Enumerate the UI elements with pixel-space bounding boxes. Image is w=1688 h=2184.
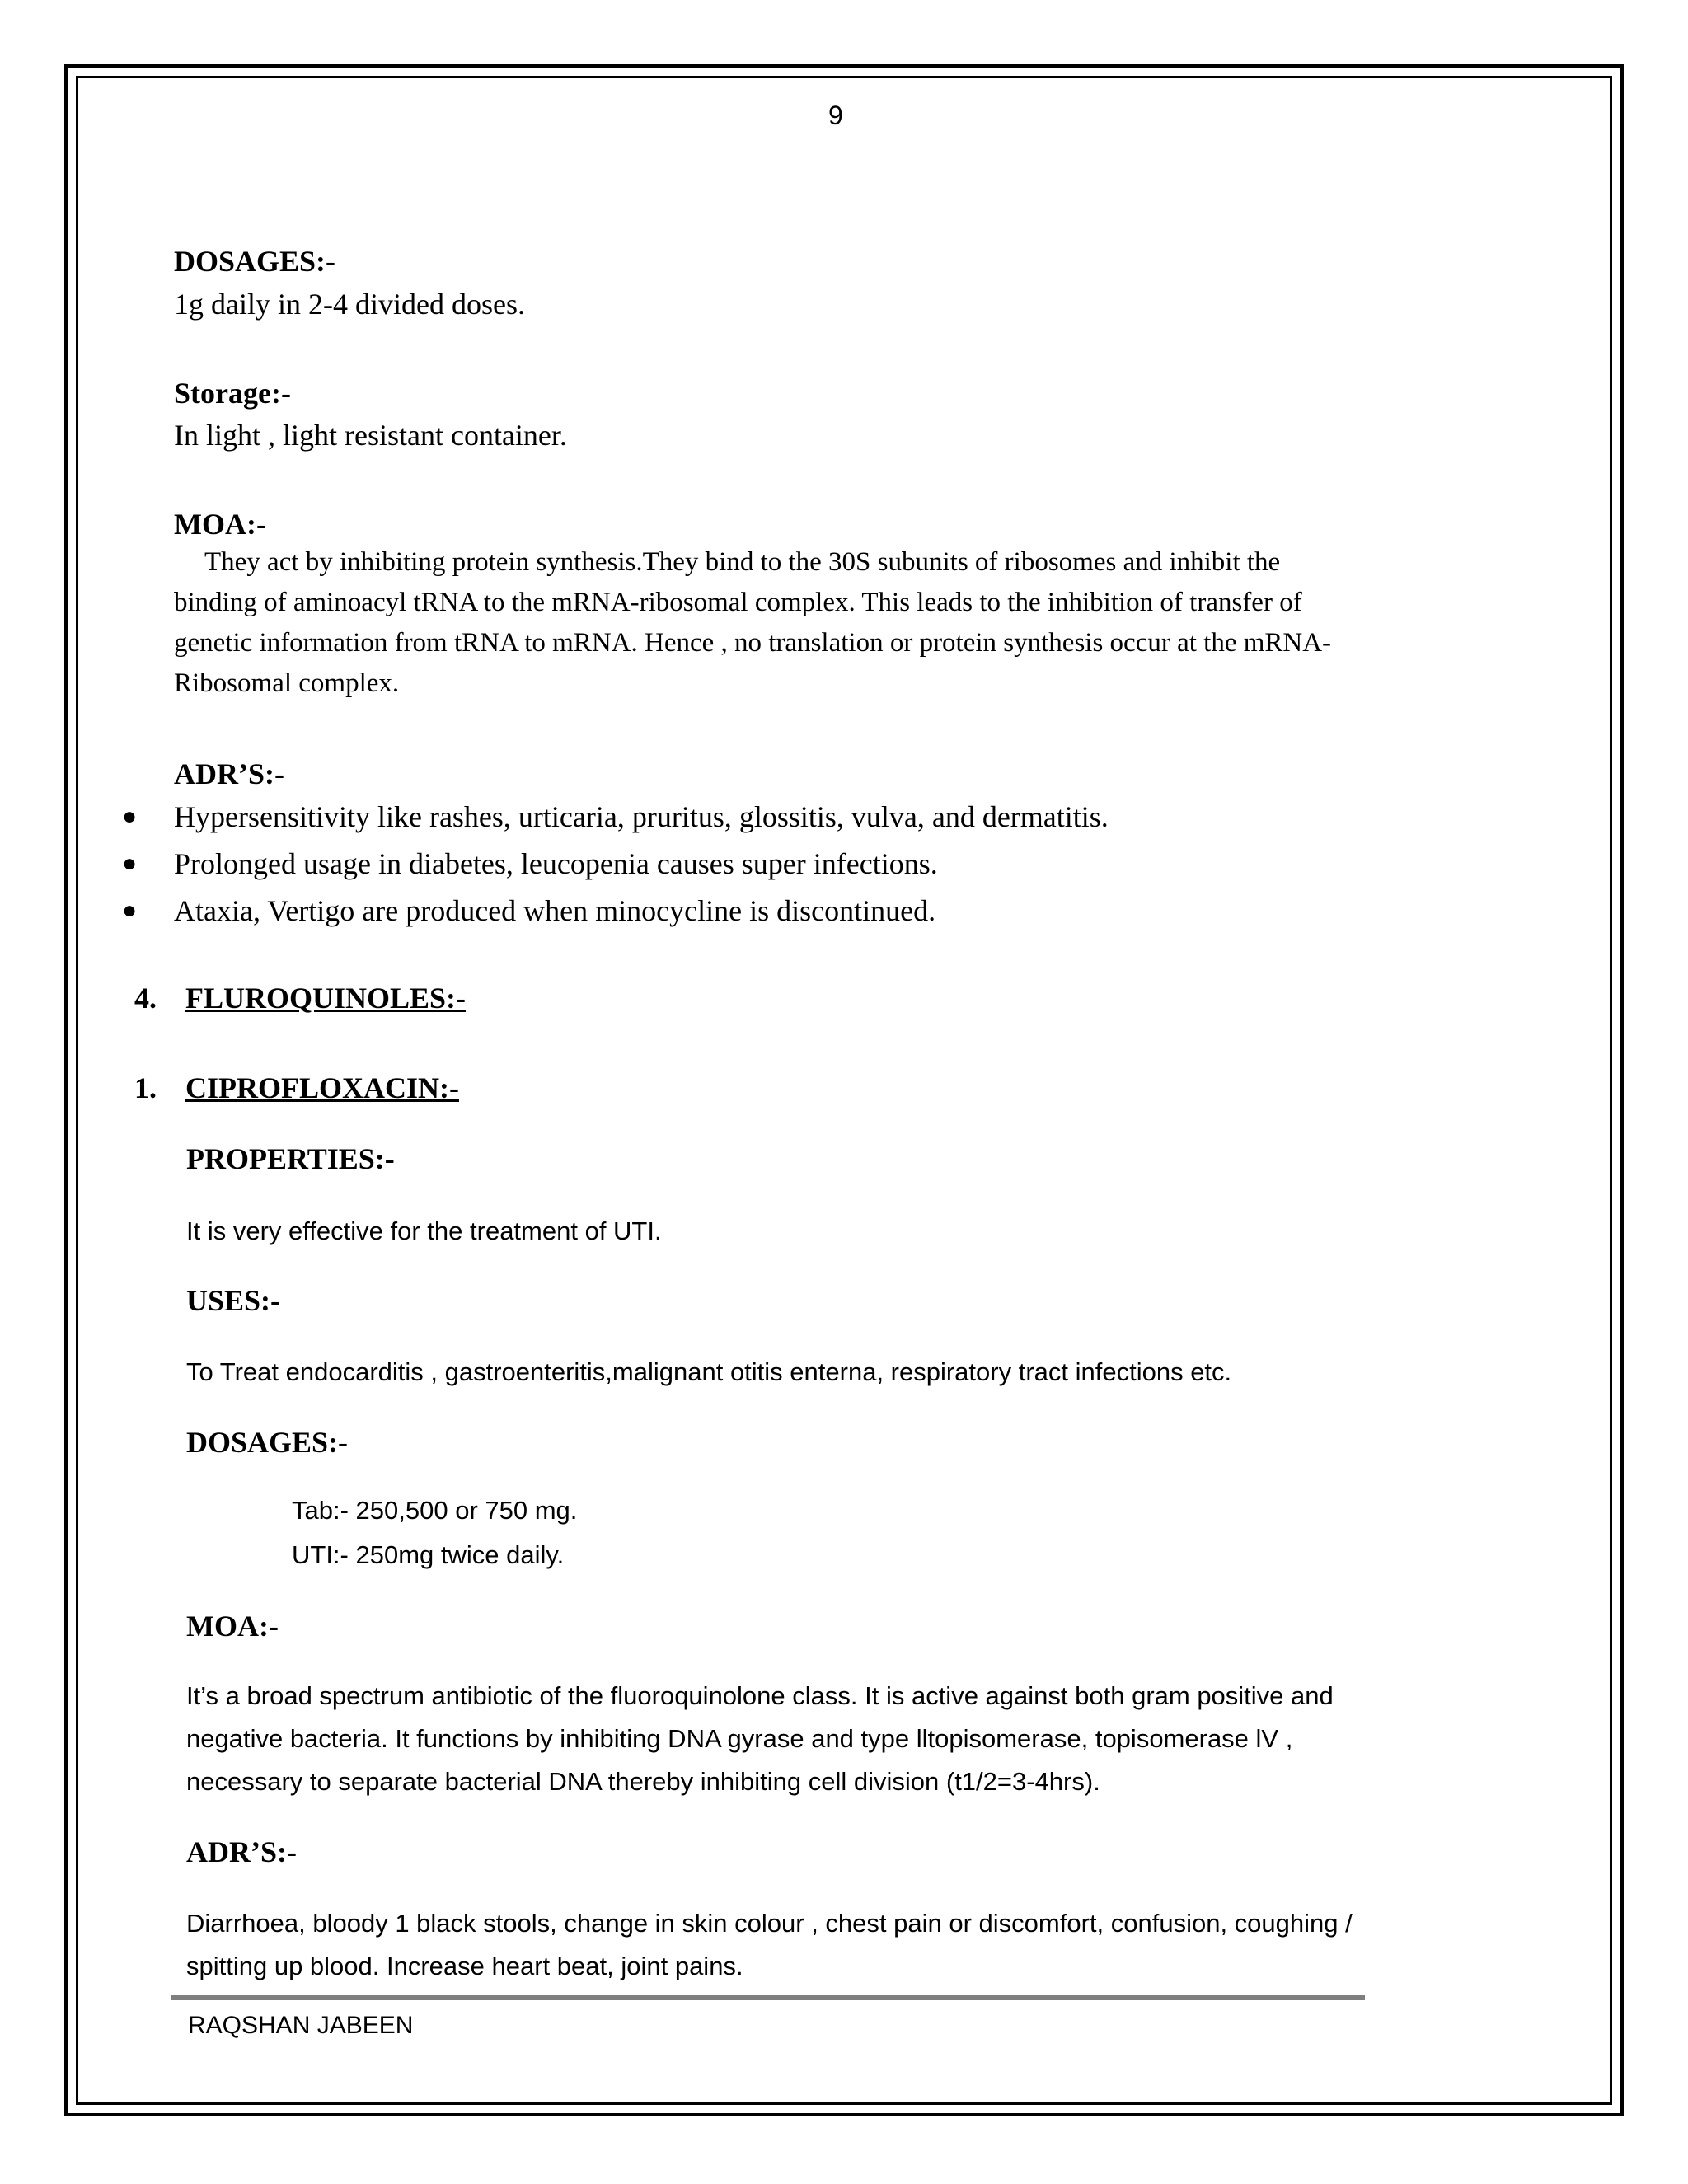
- moa-line: Ribosomal complex.: [174, 668, 400, 698]
- drug-adr-line: spitting up blood. Increase heart beat, joint pains.: [186, 1952, 743, 1980]
- adr-item: Hypersensitivity like rashes, urticaria, pruritus, glossitis, vulva, and dermatitis.: [174, 800, 1109, 833]
- properties-text: It is very effective for the treatment of UTI.: [186, 1216, 662, 1245]
- adr-heading: ADR’S:-: [174, 757, 284, 790]
- drug-dosages-heading: DOSAGES:-: [186, 1426, 349, 1459]
- drug-moa-line: It’s a broad spectrum antibiotic of the fluoroquinolone class. It is active against both gram positive and: [186, 1681, 1334, 1710]
- drug-adr-heading: ADR’S:-: [186, 1835, 297, 1868]
- bullet-icon: ●: [122, 850, 138, 877]
- moa-line: binding of aminoacyl tRNA to the mRNA-ribosomal complex. This leads to the inhibition of transfer of: [174, 588, 1302, 617]
- storage-text: In light , light resistant container.: [174, 419, 567, 452]
- moa-heading: MOA:-: [174, 508, 266, 541]
- moa-line: They act by inhibiting protein synthesis.They bind to the 30S subunits of ribosomes and inhibit the: [204, 547, 1281, 577]
- storage-heading: Storage:-: [174, 377, 291, 410]
- drug-moa-line: negative bacteria. It functions by inhibiting DNA gyrase and type lltopisomerase, topisomerase lV ,: [186, 1724, 1293, 1753]
- uses-text: To Treat endocarditis , gastroenteritis,malignant otitis enterna, respiratory tract infections etc.: [186, 1357, 1232, 1386]
- bullet-icon: ●: [122, 897, 138, 924]
- dosages-heading: DOSAGES:-: [174, 245, 336, 278]
- adr-item: Prolonged usage in diabetes, leucopenia causes super infections.: [174, 847, 938, 880]
- adr-item: Ataxia, Vertigo are produced when minocycline is discontinued.: [174, 894, 936, 927]
- drug-moa-line: necessary to separate bacterial DNA thereby inhibiting cell division (t1/2=3-4hrs).: [186, 1767, 1100, 1796]
- drug-number: 1.: [134, 1071, 157, 1104]
- drug-adr-line: Diarrhoea, bloody 1 black stools, change in skin colour , chest pain or discomfort, confusion, coughing /: [186, 1909, 1353, 1938]
- dosage-line: Tab:- 250,500 or 750 mg.: [292, 1496, 578, 1525]
- uses-heading: USES:-: [186, 1284, 281, 1317]
- section-number: 4.: [134, 982, 157, 1015]
- dosages-text: 1g daily in 2-4 divided doses.: [174, 288, 525, 321]
- bullet-icon: ●: [122, 803, 138, 830]
- section-title: FLUROQUINOLES:-: [185, 982, 467, 1015]
- drug-moa-heading: MOA:-: [186, 1610, 279, 1643]
- dosage-line: UTI:- 250mg twice daily.: [292, 1540, 565, 1569]
- page-number: 9: [828, 101, 843, 130]
- drug-title: CIPROFLOXACIN:-: [185, 1071, 459, 1104]
- footer-author: RAQSHAN JABEEN: [188, 2012, 414, 2039]
- footer-rule: [171, 1995, 1365, 2000]
- properties-heading: PROPERTIES:-: [186, 1142, 395, 1175]
- moa-line: genetic information from tRNA to mRNA. Hence , no translation or protein synthesis occur at the mRNA-: [174, 628, 1332, 658]
